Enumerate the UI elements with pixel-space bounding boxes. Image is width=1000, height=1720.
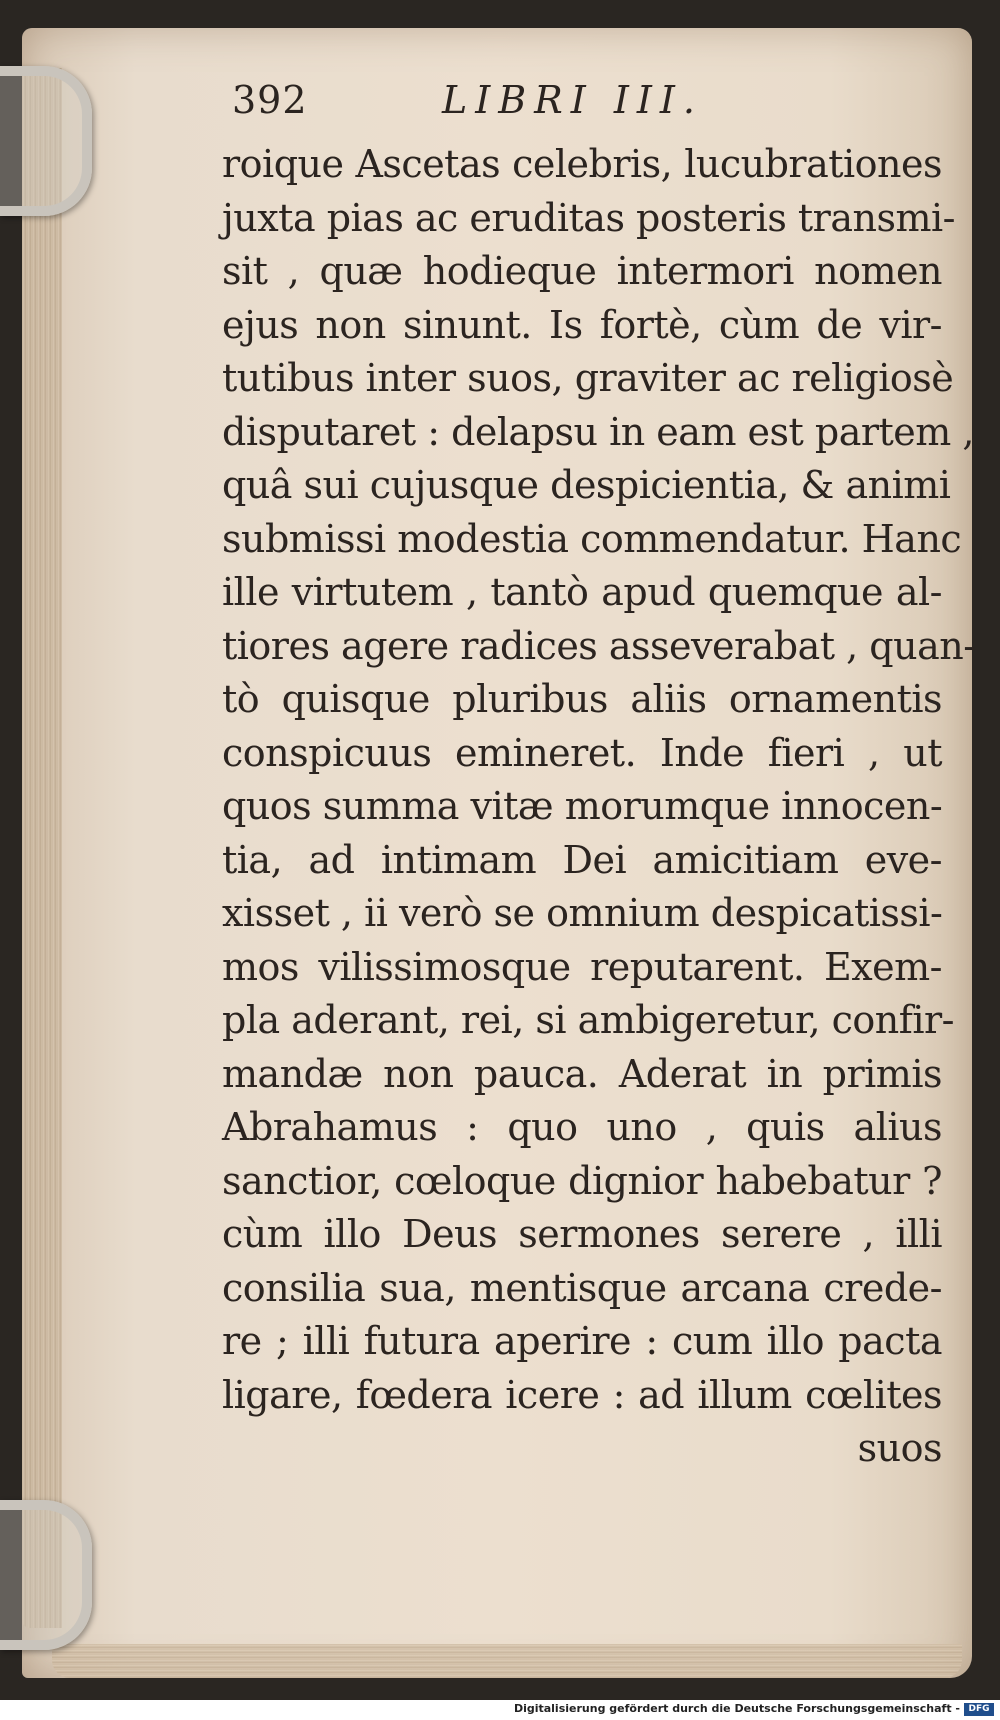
text-line: quos summa vitæ morumque innocen- (222, 784, 943, 828)
book-page (22, 28, 976, 1678)
text-line: pla aderant, rei, si ambigeretur, confir- (222, 998, 954, 1042)
running-head: LIBRI III. (442, 78, 703, 122)
text-line: re ; illi futura aperire : cum illo pacta (222, 1319, 942, 1363)
funding-credit: Digitalisierung gefördert durch die Deutsche Forschungsgemeinschaft - (513, 1702, 960, 1715)
body-text (222, 138, 976, 1476)
text-line: cùm illo Deus sermones serere , illi (222, 1212, 942, 1256)
text-line: juxta pias ac eruditas posteris transmi- (222, 195, 955, 240)
text-line: roique Ascetas celebris, lucubrationes (222, 142, 942, 186)
digitization-footer (0, 1700, 1000, 1720)
text-line: xisset , ii verò se omnium despicatissi- (222, 891, 943, 935)
text-line: conspicuus emineret. Inde fieri , ut (222, 730, 942, 775)
text-line: quâ sui cujusque despicientia, & animi (222, 463, 951, 507)
dfg-logo-icon: DFG (964, 1703, 994, 1716)
text-line: tiores agere radices asseverabat , quan- (222, 623, 976, 668)
text-line: tutibus inter suos, graviter ac religiosè (222, 356, 954, 400)
text-line: submissi modestia commendatur. Hanc (222, 516, 962, 561)
page-number: 392 (232, 78, 308, 122)
page-header (232, 78, 712, 128)
text-line: sanctior, cœloque dignior habebatur ? (222, 1158, 942, 1203)
text-line: ejus non sinunt. Is fortè, cùm de vir- (222, 302, 942, 347)
text-line: Abrahamus : quo uno , quis alius (222, 1105, 942, 1149)
text-line: mos vilissimosque reputarent. Exem- (222, 944, 942, 989)
text-line: ille virtutem , tantò apud quemque al- (222, 570, 942, 614)
book-clamp-bottom (0, 1500, 92, 1650)
text-line: consilia sua, mentisque arcana crede- (222, 1265, 942, 1310)
catchword: suos (857, 1426, 942, 1470)
page-fore-edge (22, 68, 62, 1628)
page-bottom-edge (52, 1644, 962, 1678)
text-line: sit , quæ hodieque intermori nomen (222, 249, 942, 293)
text-line: disputaret : delapsu in eam est partem , (222, 409, 974, 454)
text-line: mandæ non pauca. Aderat in primis (222, 1051, 942, 1096)
text-line: tò quisque pluribus aliis ornamentis (222, 677, 942, 721)
book-clamp-top (0, 66, 92, 216)
text-line: tia, ad intimam Dei amicitiam eve- (222, 837, 942, 882)
text-line: ligare, fœdera icere : ad illum cœlites (222, 1372, 942, 1417)
